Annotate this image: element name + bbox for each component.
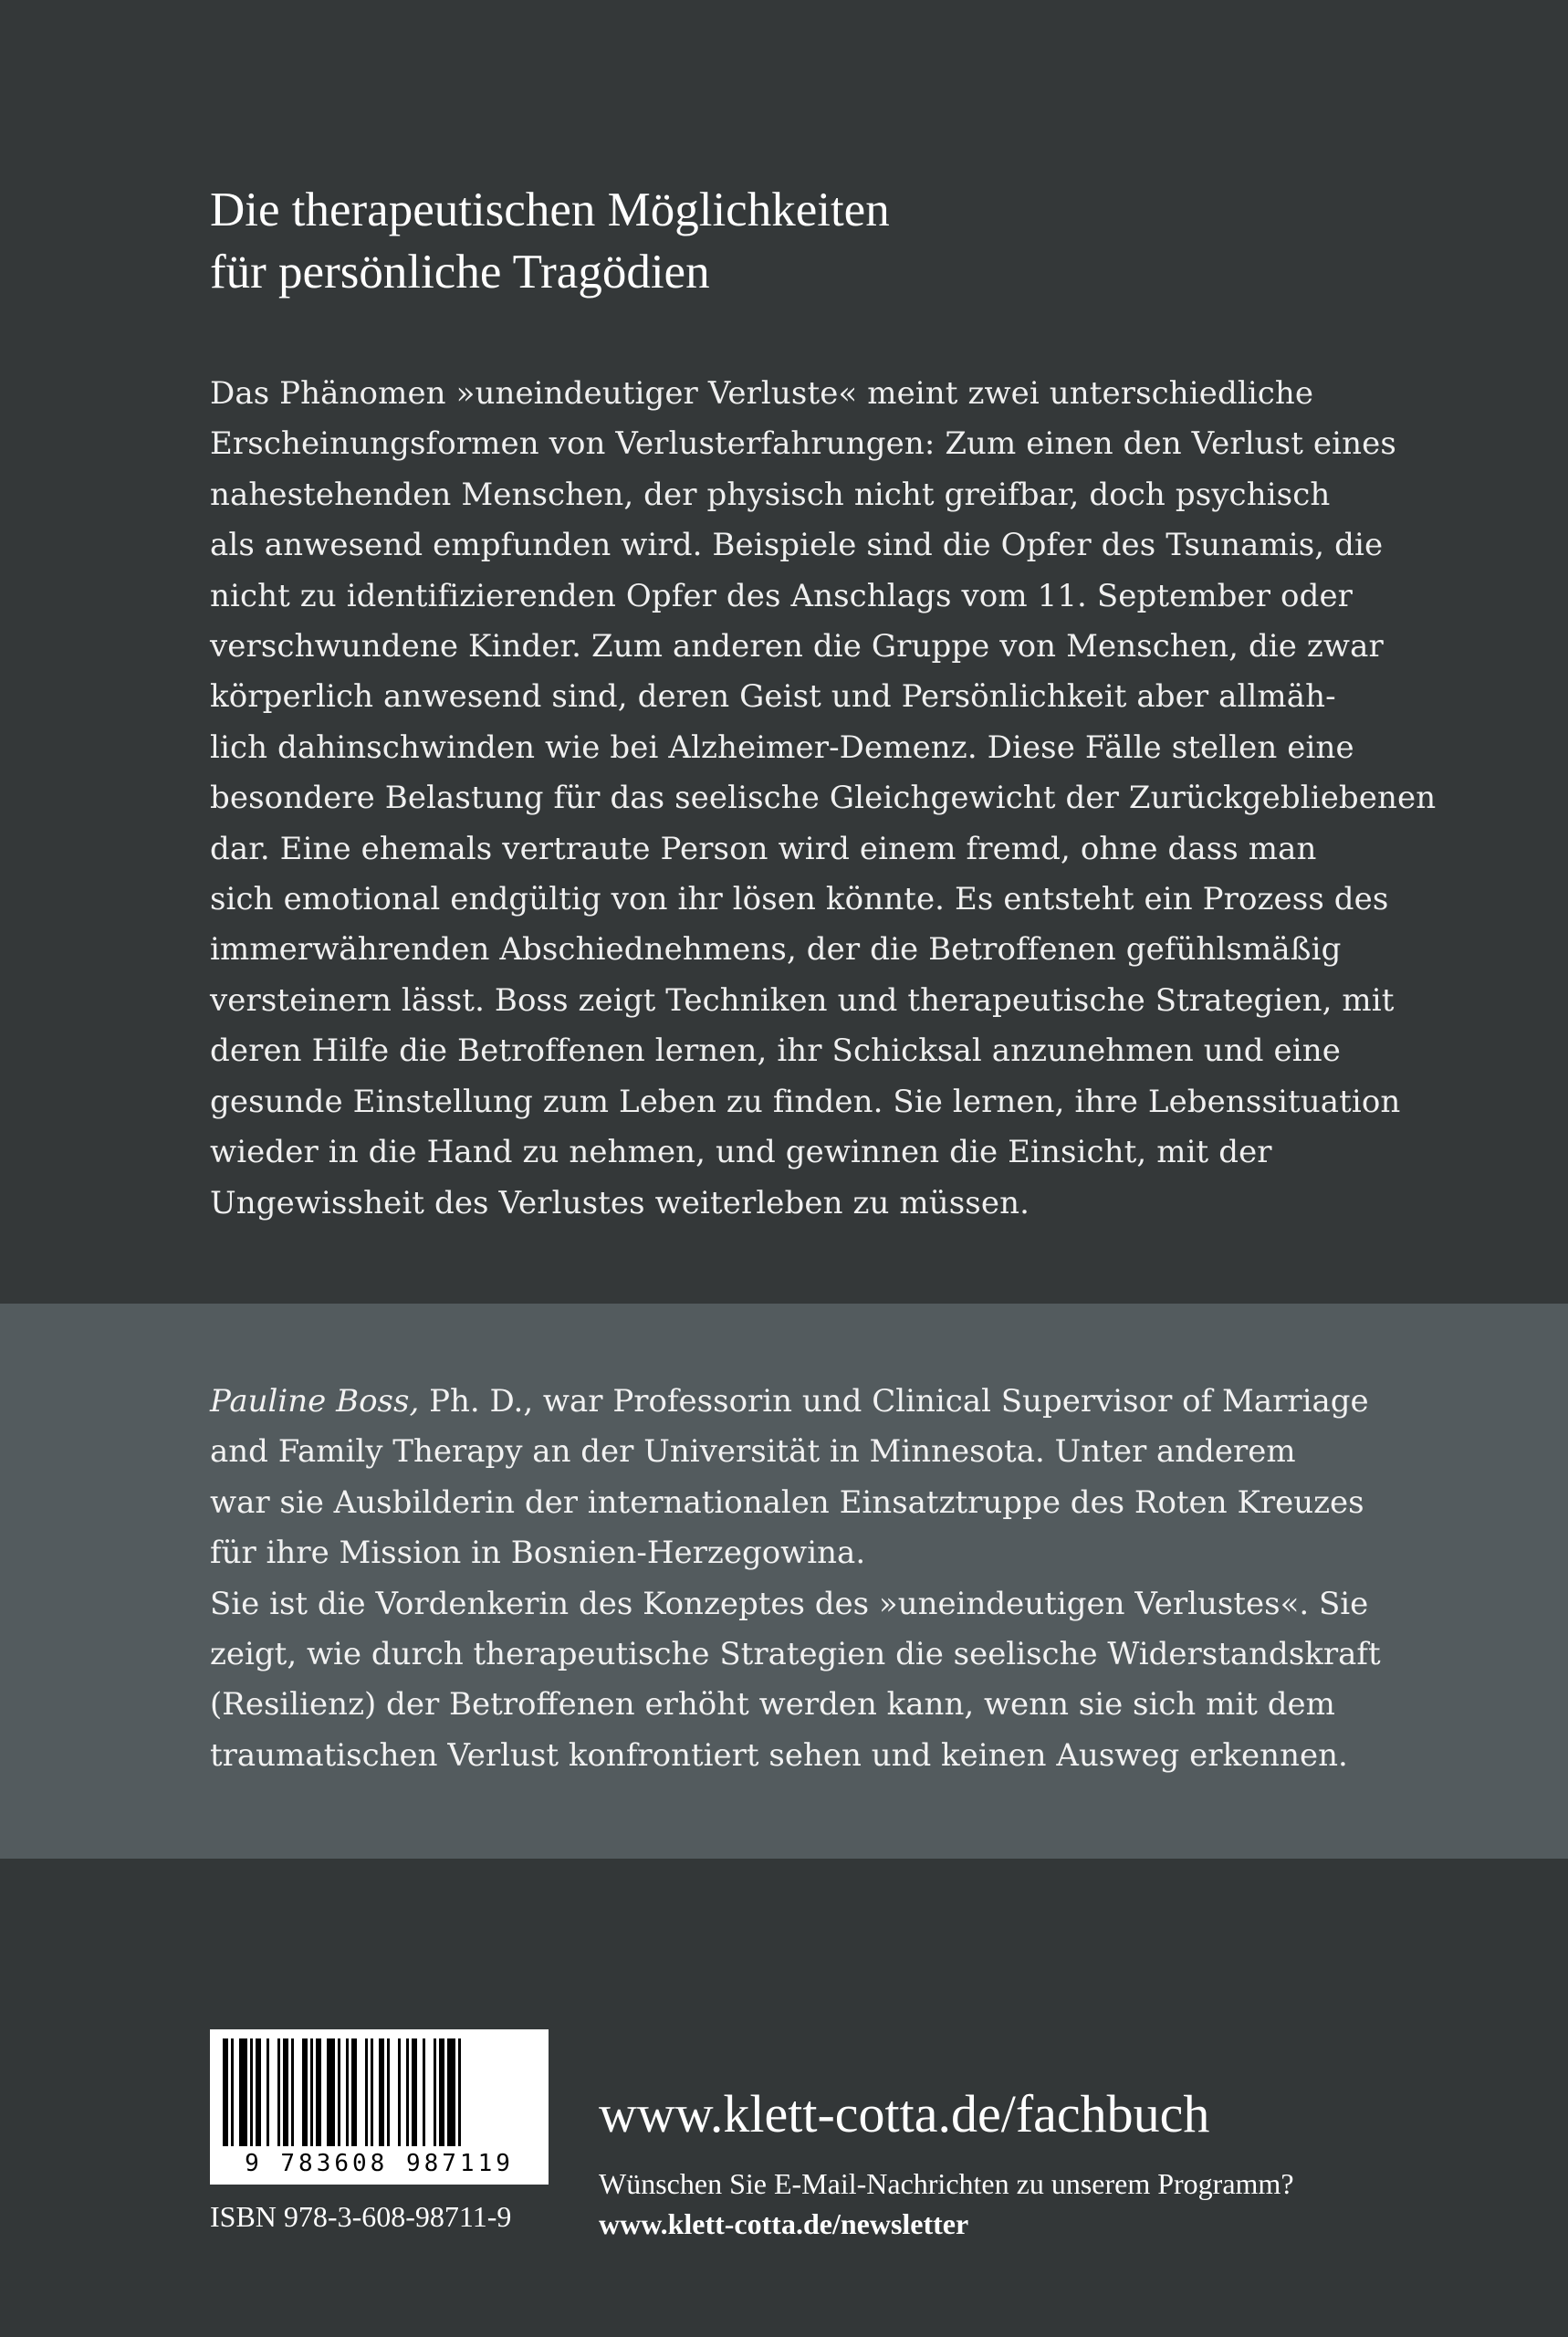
barcode-bar — [223, 2038, 228, 2146]
barcode-bar — [434, 2038, 436, 2146]
description-line: dar. Eine ehemals vertraute Person wird einem fremd, ohne dass man — [210, 830, 1317, 867]
barcode — [210, 2029, 549, 2185]
author-bio — [210, 1377, 1433, 1781]
barcode-bar — [412, 2038, 417, 2146]
bio-line — [210, 1377, 1433, 1427]
barcode-bar — [302, 2038, 308, 2146]
description-line: nicht zu identifizierenden Opfer des Anschlags vom 11. September oder — [210, 577, 1354, 614]
barcode-bar — [291, 2038, 294, 2146]
description-line: Ungewissheit des Verlustes weiterleben zu müssen. — [210, 1184, 1030, 1221]
barcode-bar — [371, 2038, 373, 2146]
barcode-bar — [239, 2038, 247, 2146]
barcode-bar — [423, 2038, 425, 2146]
barcode-bar — [316, 2038, 321, 2146]
description-line: sich emotional endgültig von ihr lösen könnte. Es entsteht ein Prozess des — [210, 881, 1389, 918]
headline-line-1: Die therapeutischen Möglichkeiten — [210, 183, 890, 236]
newsletter-question: Wünschen Sie E-Mail-Nachrichten zu unserem Programm? — [599, 2167, 1294, 2200]
description-line: wieder in die Hand zu nehmen, und gewinnen die Einsicht, mit der — [210, 1134, 1272, 1171]
description-line: versteinern lässt. Boss zeigt Techniken und therapeutische Strategien, mit — [210, 981, 1395, 1019]
barcode-bar — [439, 2038, 444, 2146]
barcode-bar — [398, 2038, 401, 2146]
description-line: gesunde Einstellung zum Leben zu finden. Sie lernen, ihre Lebenssituation — [210, 1083, 1401, 1120]
barcode-bar — [327, 2038, 335, 2146]
author-name: Pauline Boss, — [210, 1383, 420, 1420]
isbn-number: ISBN 978-3-608-98711-9 — [210, 2200, 512, 2233]
description-line: nahestehenden Menschen, der physisch nicht greifbar, doch psychisch — [210, 476, 1331, 513]
barcode-bar — [351, 2038, 357, 2146]
newsletter-url: www.klett-cotta.de/newsletter — [599, 2207, 969, 2240]
description-line: als anwesend empfunden wird. Beispiele sind die Opfer des Tsunamis, die — [210, 527, 1384, 564]
description-line: Das Phänomen »uneindeutiger Verluste« meint zwei unterschiedliche — [210, 375, 1314, 412]
barcode-bar — [365, 2038, 368, 2146]
barcode-bar — [447, 2038, 455, 2146]
bio-line: für ihre Mission in Bosnien-Herzegowina. — [210, 1535, 866, 1572]
publisher-website: www.klett-cotta.de/fachbuch — [599, 2084, 1210, 2143]
bio-line: zeigt, wie durch therapeutische Strategien die seelische Widerstandskraft — [210, 1636, 1381, 1673]
barcode-bar — [406, 2038, 409, 2146]
barcode-bar — [283, 2038, 288, 2146]
description-line: besondere Belastung für das seelische Gleichgewicht der Zurückgebliebenen — [210, 780, 1437, 817]
bio-first-line-text: Ph. D., war Professorin und Clinical Supervisor of Marriage — [419, 1383, 1369, 1420]
description-line: immerwährenden Abschiednehmens, der die Betroffenen gefühlsmäßig — [210, 931, 1342, 969]
description-text — [210, 369, 1437, 1229]
description-line: lich dahinschwinden wie bei Alzheimer-Demenz. Diese Fälle stellen eine — [210, 728, 1354, 766]
description-line: Erscheinungsformen von Verlusterfahrungen: Zum einen den Verlust eines — [210, 425, 1396, 463]
barcode-bar — [250, 2038, 253, 2146]
headline-line-2: für persönliche Tragödien — [210, 246, 710, 299]
description-line: verschwundene Kinder. Zum anderen die Gruppe von Menschen, die zwar — [210, 628, 1384, 665]
barcode-bar — [338, 2038, 340, 2146]
barcode-bar — [256, 2038, 261, 2146]
description-line: deren Hilfe die Betroffenen lernen, ihr Schicksal anzunehmen und eine — [210, 1032, 1341, 1070]
barcode-bar — [231, 2038, 234, 2146]
bio-line: war sie Ausbilderin der internationalen Einsatztruppe des Roten Kreuzes — [210, 1483, 1364, 1521]
headline — [210, 179, 1396, 303]
bio-line: (Resilienz) der Betroffenen erhöht werden kann, wenn sie sich mit dem — [210, 1686, 1335, 1724]
barcode-bar — [267, 2038, 269, 2146]
bio-line: and Family Therapy an der Universität in Minnesota. Unter anderem — [210, 1433, 1296, 1471]
barcode-bar — [387, 2038, 390, 2146]
barcode-bar — [379, 2038, 384, 2146]
barcode-bar — [277, 2038, 280, 2146]
bio-line: Sie ist die Vordenkerin des Konzeptes des »uneindeutigen Verlustes«. Sie — [210, 1585, 1369, 1622]
bio-line: traumatischen Verlust konfrontiert sehen und keinen Ausweg erkennen. — [210, 1736, 1348, 1774]
barcode-bar — [346, 2038, 349, 2146]
description-line: körperlich anwesend sind, deren Geist und Persönlichkeit aber allmäh- — [210, 678, 1336, 716]
barcode-digits: 9 783608 987119 — [245, 2150, 514, 2177]
barcode-bar — [310, 2038, 313, 2146]
barcode-bar — [458, 2038, 461, 2146]
